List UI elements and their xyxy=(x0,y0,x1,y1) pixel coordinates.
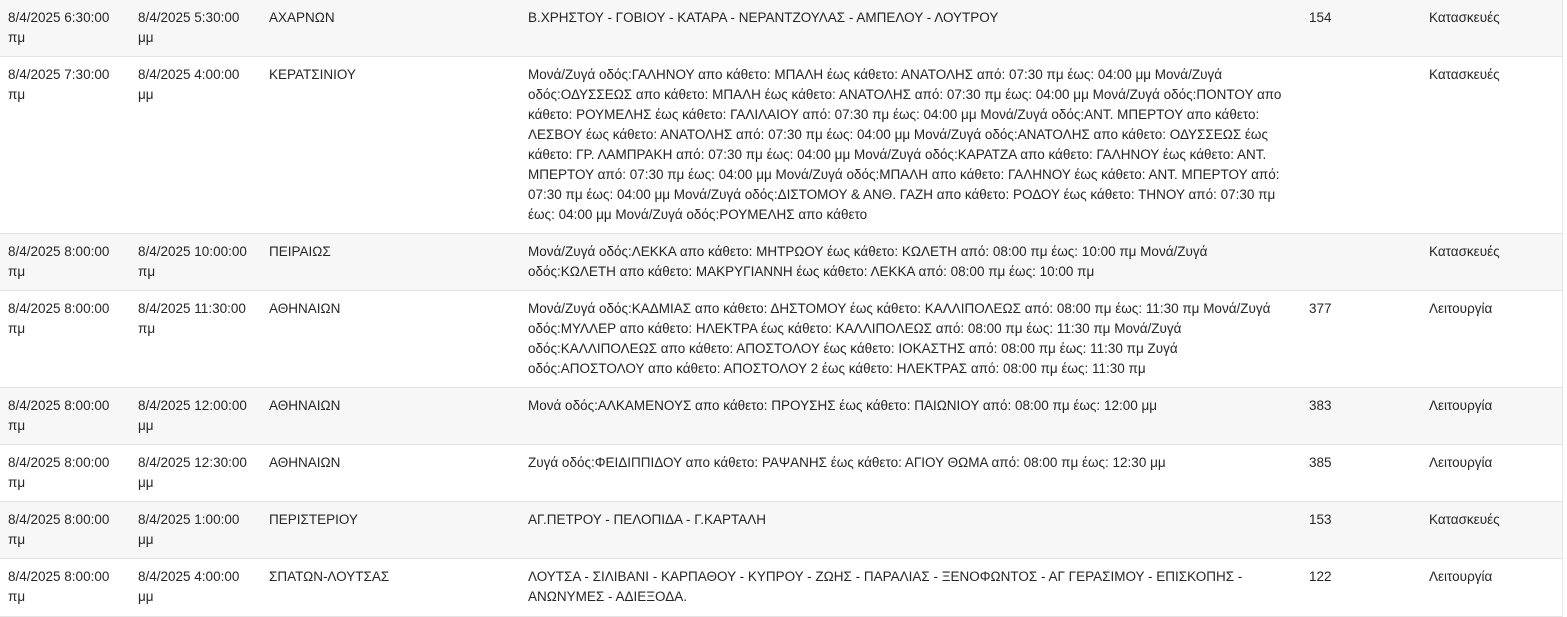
type-cell: Λειτουργία xyxy=(1429,569,1493,584)
end-time-cell: 8/4/2025 10:00:00 πμ xyxy=(138,244,247,279)
number-cell: 154 xyxy=(1309,10,1332,25)
streets-cell: Β.ΧΡΗΣΤΟΥ - ΓΟΒΙΟΥ - ΚΑΤΑΡΑ - ΝΕΡΑΝΤΖΟΥΛΑΣ - ΑΜΠΕΛΟΥ - ΛΟΥΤΡΟΥ xyxy=(528,10,999,25)
type-cell: Λειτουργία xyxy=(1429,301,1493,316)
end-time-cell: 8/4/2025 4:00:00 μμ xyxy=(138,569,240,604)
start-time-cell: 8/4/2025 8:00:00 πμ xyxy=(8,569,110,604)
municipality-cell: ΚΕΡΑΤΣΙΝΙΟΥ xyxy=(269,67,356,82)
municipality-cell: ΠΕΙΡΑΙΩΣ xyxy=(269,244,331,259)
municipality-cell: ΠΕΡΙΣΤΕΡΙΟΥ xyxy=(269,512,358,527)
end-time-cell: 8/4/2025 11:30:00 πμ xyxy=(138,301,246,336)
start-time-cell: 8/4/2025 8:00:00 πμ xyxy=(8,398,110,433)
type-cell: Λειτουργία xyxy=(1429,455,1493,470)
streets-cell: Μονά/Ζυγά οδός:ΚΑΔΜΙΑΣ απο κάθετο: ΔΗΣΤΟΜΟΥ έως κάθετο: ΚΑΛΛΙΠΟΛΕΩΣ από: 08:00 πμ έως: 11:30 πμ Μονά/Ζυγά οδός:ΜΥΛΛΕΡ απο κάθετο: ΗΛΕΚΤΡΑ έως κάθετο: ΚΑΛΛΙΠΟΛΕΩΣ από: 08:00 πμ έως: 11:30 πμ Μονά/Ζυγά οδός:ΚΑΛΛΙΠΟΛΕΩΣ απο κάθετο: ΑΠΟΣΤΟΛΟΥ έως κάθετο: ΙΟΚΑΣΤΗΣ από: 08:00 πμ έως: 11:30 πμ Ζυγά οδός:ΑΠΟΣΤΟΛΟΥ απο κάθετο: ΑΠΟΣΤΟΛΟΥ 2 έως κάθετο: ΗΛΕΚΤΡΑΣ από: 08:00 πμ έως: 11:30 πμ xyxy=(528,301,1271,376)
start-time-cell: 8/4/2025 7:30:00 πμ xyxy=(8,67,110,102)
end-time-cell: 8/4/2025 5:30:00 μμ xyxy=(138,10,240,45)
end-time-cell: 8/4/2025 12:00:00 μμ xyxy=(138,398,247,433)
number-cell: 153 xyxy=(1309,512,1332,527)
type-cell: Κατασκευές xyxy=(1429,67,1500,82)
streets-cell: Μονά/Ζυγά οδός:ΛΕΚΚΑ απο κάθετο: ΜΗΤΡΩΟΥ έως κάθετο: ΚΩΛΕΤΗ από: 08:00 πμ έως: 10:00 πμ Μονά/Ζυγά οδός:ΚΩΛΕΤΗ απο κάθετο: ΜΑΚΡΥΓΙΑΝΝΗ έως κάθετο: ΛΕΚΚΑ από: 08:00 πμ έως: 10:00 πμ xyxy=(528,244,1208,279)
number-cell: 122 xyxy=(1309,569,1332,584)
type-cell: Κατασκευές xyxy=(1429,10,1500,25)
table-row xyxy=(0,388,1562,445)
type-cell: Κατασκευές xyxy=(1429,244,1500,259)
streets-cell: ΑΓ.ΠΕΤΡΟΥ - ΠΕΛΟΠΙΔΑ - Γ.ΚΑΡΤΑΛΗ xyxy=(528,512,767,527)
municipality-cell: ΑΘΗΝΑΙΩΝ xyxy=(269,398,341,413)
municipality-cell: ΑΘΗΝΑΙΩΝ xyxy=(269,455,341,470)
streets-cell: Ζυγά οδός:ΦΕΙΔΙΠΠΙΔΟΥ απο κάθετο: ΡΑΨΑΝΗΣ έως κάθετο: ΑΓΙΟΥ ΘΩΜΑ από: 08:00 πμ έως: 12:30 μμ xyxy=(528,455,1166,470)
table-row xyxy=(0,559,1562,617)
type-cell: Κατασκευές xyxy=(1429,512,1500,527)
start-time-cell: 8/4/2025 8:00:00 πμ xyxy=(8,244,110,279)
table-row xyxy=(0,445,1562,502)
number-cell: 383 xyxy=(1309,398,1332,413)
table-row xyxy=(0,0,1562,57)
start-time-cell: 8/4/2025 8:00:00 πμ xyxy=(8,512,110,547)
table-row xyxy=(0,57,1562,234)
number-cell: 385 xyxy=(1309,455,1332,470)
table-row xyxy=(0,234,1562,291)
number-cell: 377 xyxy=(1309,301,1332,316)
municipality-cell: ΑΘΗΝΑΙΩΝ xyxy=(269,301,341,316)
type-cell: Λειτουργία xyxy=(1429,398,1493,413)
municipality-cell: ΣΠΑΤΩΝ-ΛΟΥΤΣΑΣ xyxy=(269,569,390,584)
municipality-cell: ΑΧΑΡΝΩΝ xyxy=(269,10,335,25)
streets-cell: ΛΟΥΤΣΑ - ΣΙΛΙΒΑΝΙ - ΚΑΡΠΑΘΟΥ - ΚΥΠΡΟΥ - ΖΩΗΣ - ΠΑΡΑΛΙΑΣ - ΞΕΝΟΦΩΝΤΟΣ - ΑΓ ΓΕΡΑΣΙΜΟΥ - ΕΠΙΣΚΟΠΗΣ - ΑΝΩΝΥΜΕΣ - ΑΔΙΕΞΟΔΑ. xyxy=(528,569,1243,604)
streets-cell: Μονά οδός:ΑΛΚΑΜΕΝΟΥΣ απο κάθετο: ΠΡΟΥΣΗΣ έως κάθετο: ΠΑΙΩΝΙΟΥ από: 08:00 πμ έως: 12:00 μμ xyxy=(528,398,1158,413)
end-time-cell: 8/4/2025 12:30:00 μμ xyxy=(138,455,247,490)
end-time-cell: 8/4/2025 1:00:00 μμ xyxy=(138,512,240,547)
start-time-cell: 8/4/2025 8:00:00 πμ xyxy=(8,455,110,490)
table-row xyxy=(0,291,1562,388)
start-time-cell: 8/4/2025 6:30:00 πμ xyxy=(8,10,110,45)
streets-cell: Μονά/Ζυγά οδός:ΓΑΛΗΝΟΥ απο κάθετο: ΜΠΑΛΗ έως κάθετο: ΑΝΑΤΟΛΗΣ από: 07:30 πμ έως: 04:00 μμ Μονά/Ζυγά οδός:ΟΔΥΣΣΕΩΣ απο κάθετο: ΜΠΑΛΗ έως κάθετο: ΑΝΑΤΟΛΗΣ από: 07:30 πμ έως: 04:00 μμ Μονά/Ζυγά οδός:ΠΟΝΤΟΥ απο κάθετο: ΡΟΥΜΕΛΗΣ έως κάθετο: ΓΑΛΙΛΑΙΟΥ από: 07:30 πμ έως: 04:00 μμ Μονά/Ζυγά οδός:ΑΝΤ. ΜΠΕΡΤΟΥ απο κάθετο: ΛΕΣΒΟΥ έως κάθετο: ΑΝΑΤΟΛΗΣ από: 07:30 πμ έως: 04:00 μμ Μονά/Ζυγά οδός:ΑΝΑΤΟΛΗΣ απο κάθετο: ΟΔΥΣΣΕΩΣ έως κάθετο: ΓΡ. ΛΑΜΠΡΑΚΗ από: 07:30 πμ έως: 04:00 μμ Μονά/Ζυγά οδός:ΚΑΡΑΤΖΑ απο κάθετο: ΓΑΛΗΝΟΥ έως κάθετο: ΑΝΤ. ΜΠΕΡΤΟΥ από: 07:30 πμ έως: 04:00 μμ Μονά/Ζυγά οδός:ΜΠΑΛΗ απο κάθετο: ΓΑΛΗΝΟΥ έως κάθετο: ΑΝΤ. ΜΠΕΡΤΟΥ από: 07:30 πμ έως: 04:00 μμ Μονά/Ζυγά οδός:ΔΙΣΤΟΜΟΥ & ΑΝΘ. ΓΑΖΗ απο κάθετο: ΡΟΔΟΥ έως κάθετο: ΤΗΝΟΥ από: 07:30 πμ έως: 04:00 μμ Μονά/Ζυγά οδός:ΡΟΥΜΕΛΗΣ απο κάθετο xyxy=(528,67,1282,222)
end-time-cell: 8/4/2025 4:00:00 μμ xyxy=(138,67,240,102)
table-row xyxy=(0,502,1562,559)
start-time-cell: 8/4/2025 8:00:00 πμ xyxy=(8,301,110,336)
